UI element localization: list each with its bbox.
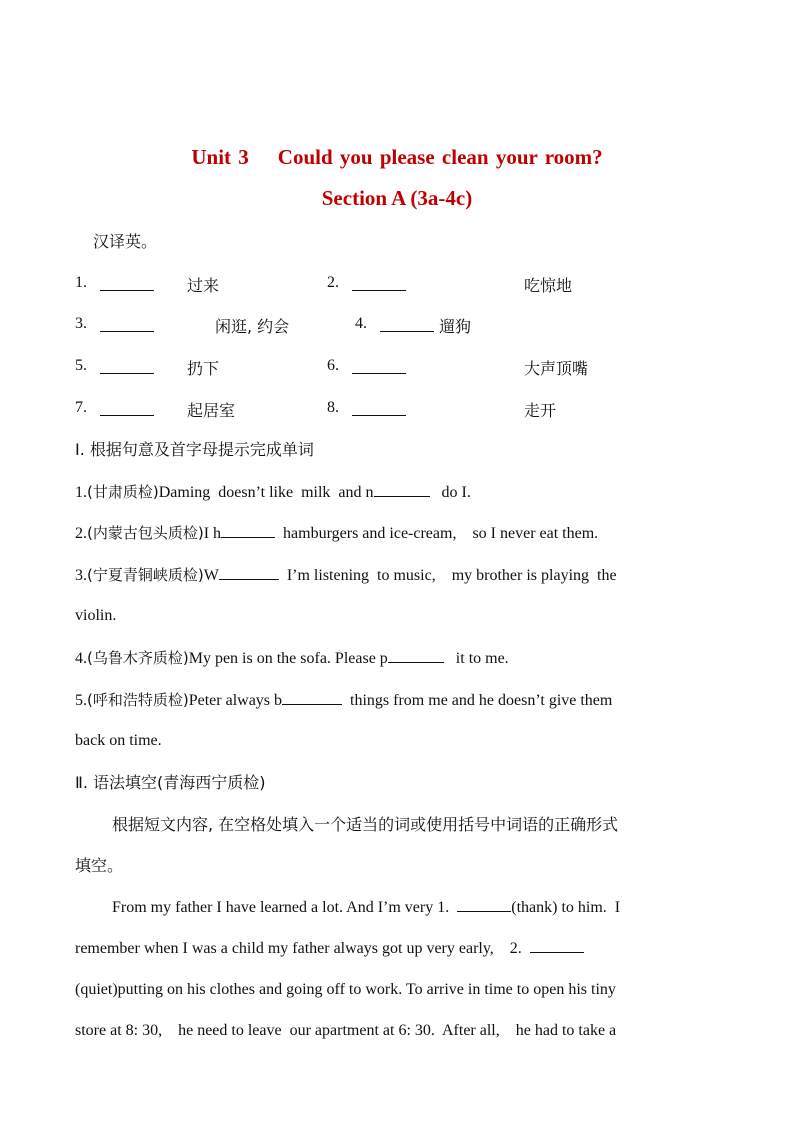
vocab-cn-6: 大声顶嘴: [524, 359, 589, 378]
question-5: [75, 690, 612, 711]
question-2: [75, 523, 598, 544]
q2-num: 2.: [75, 525, 87, 542]
section-1-heading: Ⅰ. 根据句意及首字母提示完成单词: [75, 440, 314, 459]
q3-text-b: I’m listening to music, my brother is playing the: [286, 567, 617, 584]
section-2-instruction-cont: 填空。: [75, 856, 124, 875]
q5-text-a: Peter always b: [188, 692, 283, 709]
vocab-num-7: 7.: [75, 399, 87, 416]
q2-text-a: I h: [203, 525, 222, 542]
q3-blank[interactable]: [219, 565, 279, 580]
q5-source: (呼和浩特质检): [87, 691, 189, 709]
q1-blank[interactable]: [374, 482, 430, 497]
vocab-cn-4: 遛狗: [439, 317, 472, 336]
q3-num: 3.: [75, 567, 87, 584]
vocab-blank-5[interactable]: [100, 359, 154, 374]
vocab-num-5: 5.: [75, 357, 87, 374]
vocab-cn-5: 扔下: [187, 359, 220, 378]
passage-blank-1[interactable]: [457, 897, 511, 912]
q3-text-a: W: [203, 567, 219, 584]
question-3-cont: violin.: [75, 607, 117, 624]
vocab-cn-3: 闲逛, 约会: [215, 317, 290, 336]
section-2-heading: Ⅱ. 语法填空(青海西宁质检): [75, 773, 266, 792]
q2-text-b: hamburgers and ice-cream, so I never eat them.: [283, 525, 599, 542]
q1-text-b: do I.: [441, 484, 471, 501]
vocab-blank-2[interactable]: [352, 276, 406, 291]
unit-title: Unit 3 Could you please clean your room?: [191, 145, 603, 169]
passage-1-text-a: From my father I have learned a lot. And I’m very 1.: [112, 899, 450, 916]
passage-line-1: [112, 897, 620, 918]
vocab-blank-3[interactable]: [100, 317, 154, 332]
q1-source: (甘肃质检): [87, 483, 159, 501]
section-title: Section A (3a-4c): [321, 186, 473, 210]
q1-num: 1.: [75, 484, 87, 501]
passage-line-2: [75, 938, 584, 959]
vocab-num-1: 1.: [75, 274, 87, 291]
question-5-cont: back on time.: [75, 732, 162, 749]
q4-blank[interactable]: [388, 648, 444, 663]
passage-2-text: remember when I was a child my father always got up very early, 2.: [75, 940, 522, 957]
q4-text-b: it to me.: [455, 650, 509, 667]
question-4: [75, 648, 509, 669]
question-1: [75, 482, 471, 503]
q4-num: 4.: [75, 650, 87, 667]
vocab-blank-7[interactable]: [100, 401, 154, 416]
vocab-num-2: 2.: [327, 274, 339, 291]
vocab-num-8: 8.: [327, 399, 339, 416]
q3-source: (宁夏青铜峡质检): [87, 566, 204, 584]
q1-text-a: Daming doesn’t like milk and n: [158, 484, 374, 501]
question-3: [75, 565, 617, 586]
passage-1-text-b: (thank) to him. I: [511, 899, 621, 916]
vocab-blank-8[interactable]: [352, 401, 406, 416]
q5-text-b: things from me and he doesn’t give them: [350, 692, 613, 709]
vocab-blank-1[interactable]: [100, 276, 154, 291]
vocab-cn-8: 走开: [524, 401, 557, 420]
q4-source: (乌鲁木齐质检): [87, 649, 189, 667]
vocab-blank-4[interactable]: [380, 317, 434, 332]
q5-blank[interactable]: [282, 690, 342, 705]
q2-source: (内蒙古包头质检): [87, 524, 204, 542]
section-2-instruction: 根据短文内容, 在空格处填入一个适当的词或使用括号中词语的正确形式: [112, 815, 619, 834]
translation-heading: 汉译英。: [93, 232, 158, 251]
vocab-cn-2: 吃惊地: [524, 276, 573, 295]
passage-line-3: (quiet)putting on his clothes and going off to work. To arrive in time to open his tiny: [75, 981, 616, 998]
passage-blank-2[interactable]: [530, 938, 584, 953]
vocab-num-3: 3.: [75, 315, 87, 332]
q4-text-a: My pen is on the sofa. Please p: [188, 650, 388, 667]
passage-line-4: store at 8: 30, he need to leave our apartment at 6: 30. After all, he had to take a: [75, 1022, 617, 1039]
q5-num: 5.: [75, 692, 87, 709]
vocab-num-4: 4.: [355, 315, 367, 332]
vocab-blank-6[interactable]: [352, 359, 406, 374]
q2-blank[interactable]: [221, 523, 275, 538]
vocab-cn-1: 过来: [187, 276, 220, 295]
vocab-cn-7: 起居室: [187, 401, 236, 420]
vocab-num-6: 6.: [327, 357, 339, 374]
